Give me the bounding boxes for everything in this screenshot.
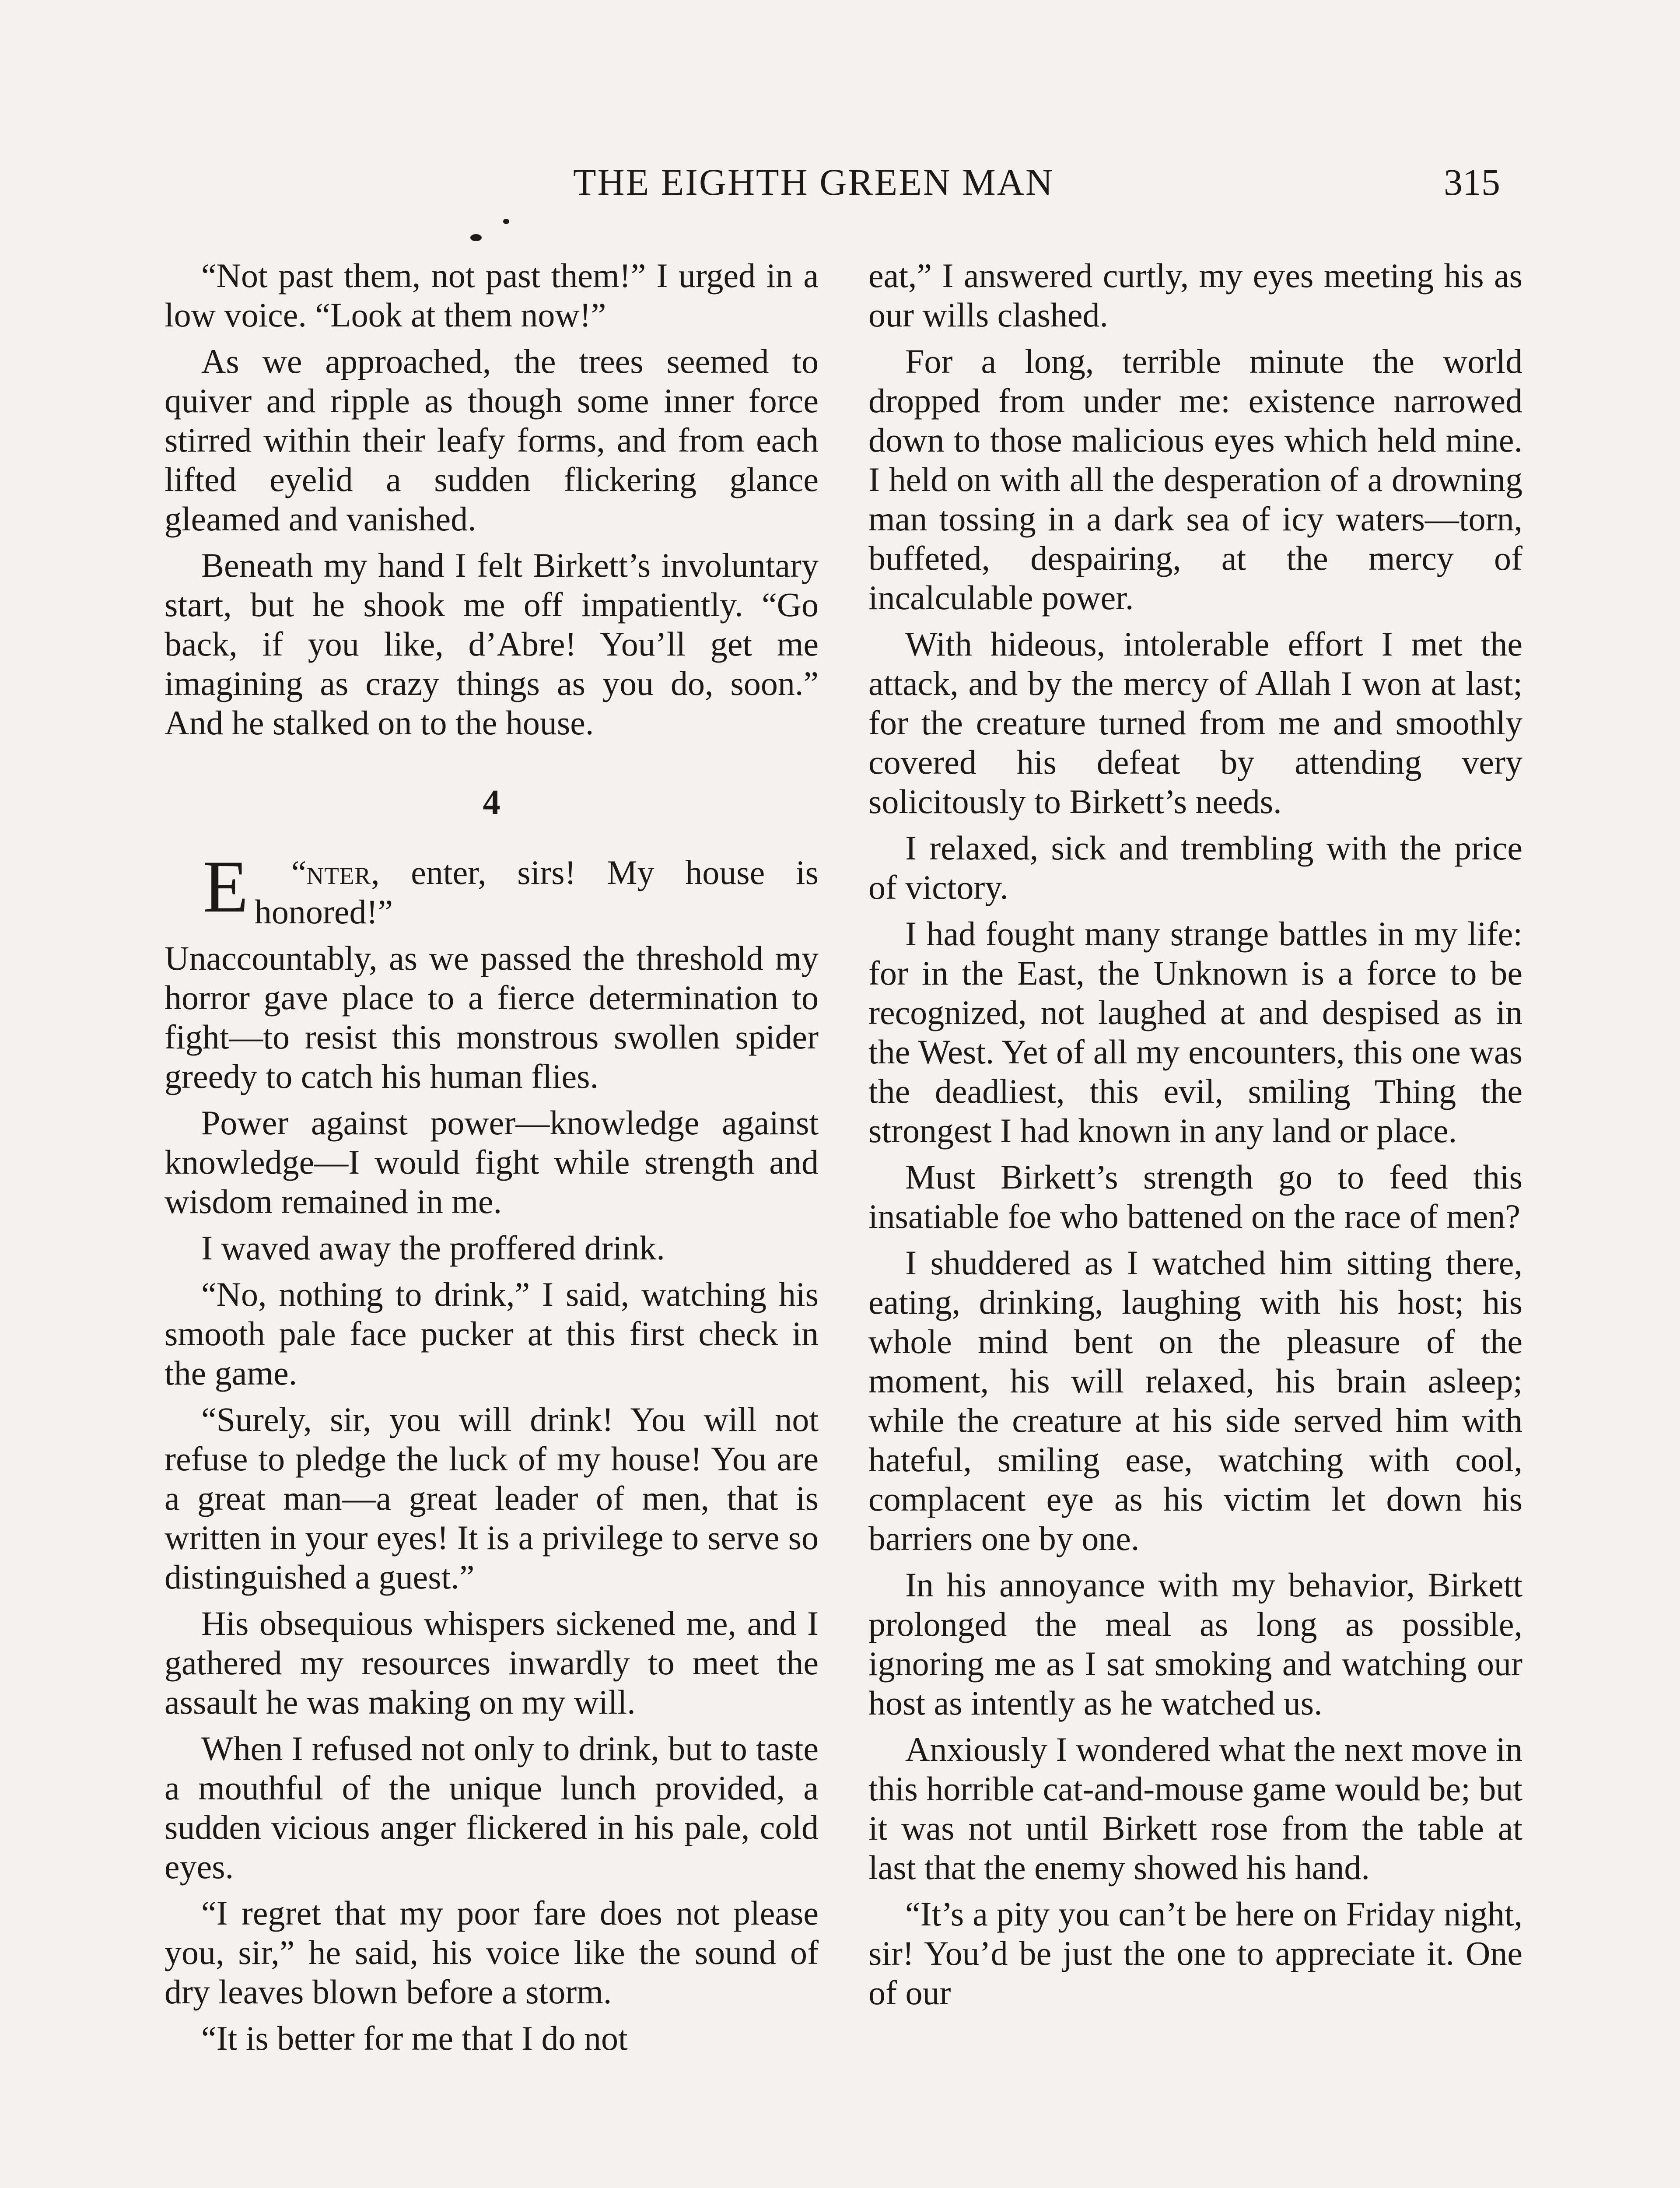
- dropcap-paragraph: [164, 845, 819, 932]
- paragraph: I waved away the proffered drink.: [201, 1229, 665, 1267]
- paragraph: His obsequious whispers sickened me, and I gathered my resources inwardly to meet the assault he was making on my will.: [164, 1604, 819, 1721]
- paragraph: eat,” I answered curtly, my eyes meeting his as our wills clashed.: [868, 256, 1522, 334]
- paragraph: As we approached, the trees seemed to quiver and ripple as though some inner force stirred within their leafy forms, and from each lifted eyelid a sudden flickering glance gleamed and vanished.: [164, 342, 819, 538]
- paragraph: Anxiously I wondered what the next move in this horrible cat-and-mouse game would be; but it was not until Birkett rose from the table at last that the enemy showed his hand.: [868, 1730, 1522, 1886]
- paragraph: “Surely, sir, you will drink! You will not refuse to pledge the luck of my house! You are a great man—a great leader of men, that is written in your eyes! It is a privilege to serve so distinguished a guest.”: [164, 1400, 819, 1596]
- left-column: [164, 256, 819, 2065]
- paragraph: Unaccountably, as we passed the threshold my horror gave place to a fierce determination to fight—to resist this monstrous swollen spider greedy to catch his human flies.: [164, 939, 819, 1095]
- paragraph: Beneath my hand I felt Birkett’s involuntary start, but he shook me off impatiently. “Go back, if you like, d’Abre! You’ll get me imagining as crazy things as you do, soon.” And he stalked on to the house.: [164, 546, 819, 742]
- paragraph: In his annoyance with my behavior, Birkett prolonged the meal as long as possible, ignoring me as I sat smoking and watching our host as intently as he watched us.: [868, 1566, 1522, 1722]
- running-title: THE EIGHTH GREEN MAN: [573, 161, 1054, 203]
- paragraph: I had fought many strange battles in my life: for in the East, the Unknown is a force to be recognized, not laughed at and despised as in the West. Yet of all my encounters, this one was the deadliest, this evil, smiling Thing the strongest I had known in any land or place.: [868, 915, 1522, 1150]
- page-number: 315: [1444, 161, 1500, 203]
- paragraph: “It is better for me that I do not: [201, 2019, 628, 2057]
- page-header: [0, 160, 1680, 213]
- right-column: [868, 256, 1522, 2020]
- opening-quote: “: [291, 853, 307, 891]
- small-caps-word: nter,: [306, 853, 380, 891]
- paragraph: “Not past them, not past them!” I urged in a low voice. “Look at them now!”: [164, 256, 819, 334]
- paragraph: “No, nothing to drink,” I said, watching his smooth pale face pucker at this first check in the game.: [164, 1275, 819, 1392]
- paragraph: For a long, terrible minute the world dropped from under me: existence narrowed down to those malicious eyes which held mine. I held on with all the desperation of a drowning man tossing in a dark sea of icy waters—torn, buffeted, despairing, at the mercy of incalculable power.: [868, 342, 1522, 617]
- paragraph: Power against power—knowledge against knowledge—I would fight while strength and wisdom remained in me.: [164, 1104, 819, 1220]
- paragraph: When I refused not only to drink, but to taste a mouthful of the unique lunch provided, a sudden vicious anger flickered in his pale, cold eyes.: [164, 1729, 819, 1886]
- drop-cap-letter: E: [203, 845, 248, 928]
- paragraph: I shuddered as I watched him sitting there, eating, drinking, laughing with his host; his whole mind bent on the pleasure of the moment, his will relaxed, his brain asleep; while the creature at his side served him with hateful, smiling ease, watching with cool, complacent eye as his victim let down his barriers one by one.: [868, 1244, 1522, 1557]
- ink-speck: [470, 234, 482, 241]
- paragraph: “It’s a pity you can’t be here on Friday night, sir! You’d be just the one to appreciate it. One of our: [868, 1895, 1522, 2012]
- ink-speck: [503, 219, 509, 224]
- section-number: 4: [483, 783, 500, 822]
- paragraph: I relaxed, sick and trembling with the price of victory.: [868, 829, 1522, 906]
- paragraph: Must Birkett’s strength go to feed this insatiable foe who battened on the race of men?: [868, 1158, 1522, 1235]
- paragraph-text: enter, sirs! My house is honored!”: [254, 853, 819, 931]
- paragraph: With hideous, intolerable effort I met the attack, and by the mercy of Allah I won at last; for the creature turned from me and smoothly covered his defeat by attending very solicitously to Birkett’s needs.: [868, 625, 1522, 820]
- paragraph: “I regret that my poor fare does not please you, sir,” he said, his voice like the sound of dry leaves blown before a storm.: [164, 1894, 819, 2011]
